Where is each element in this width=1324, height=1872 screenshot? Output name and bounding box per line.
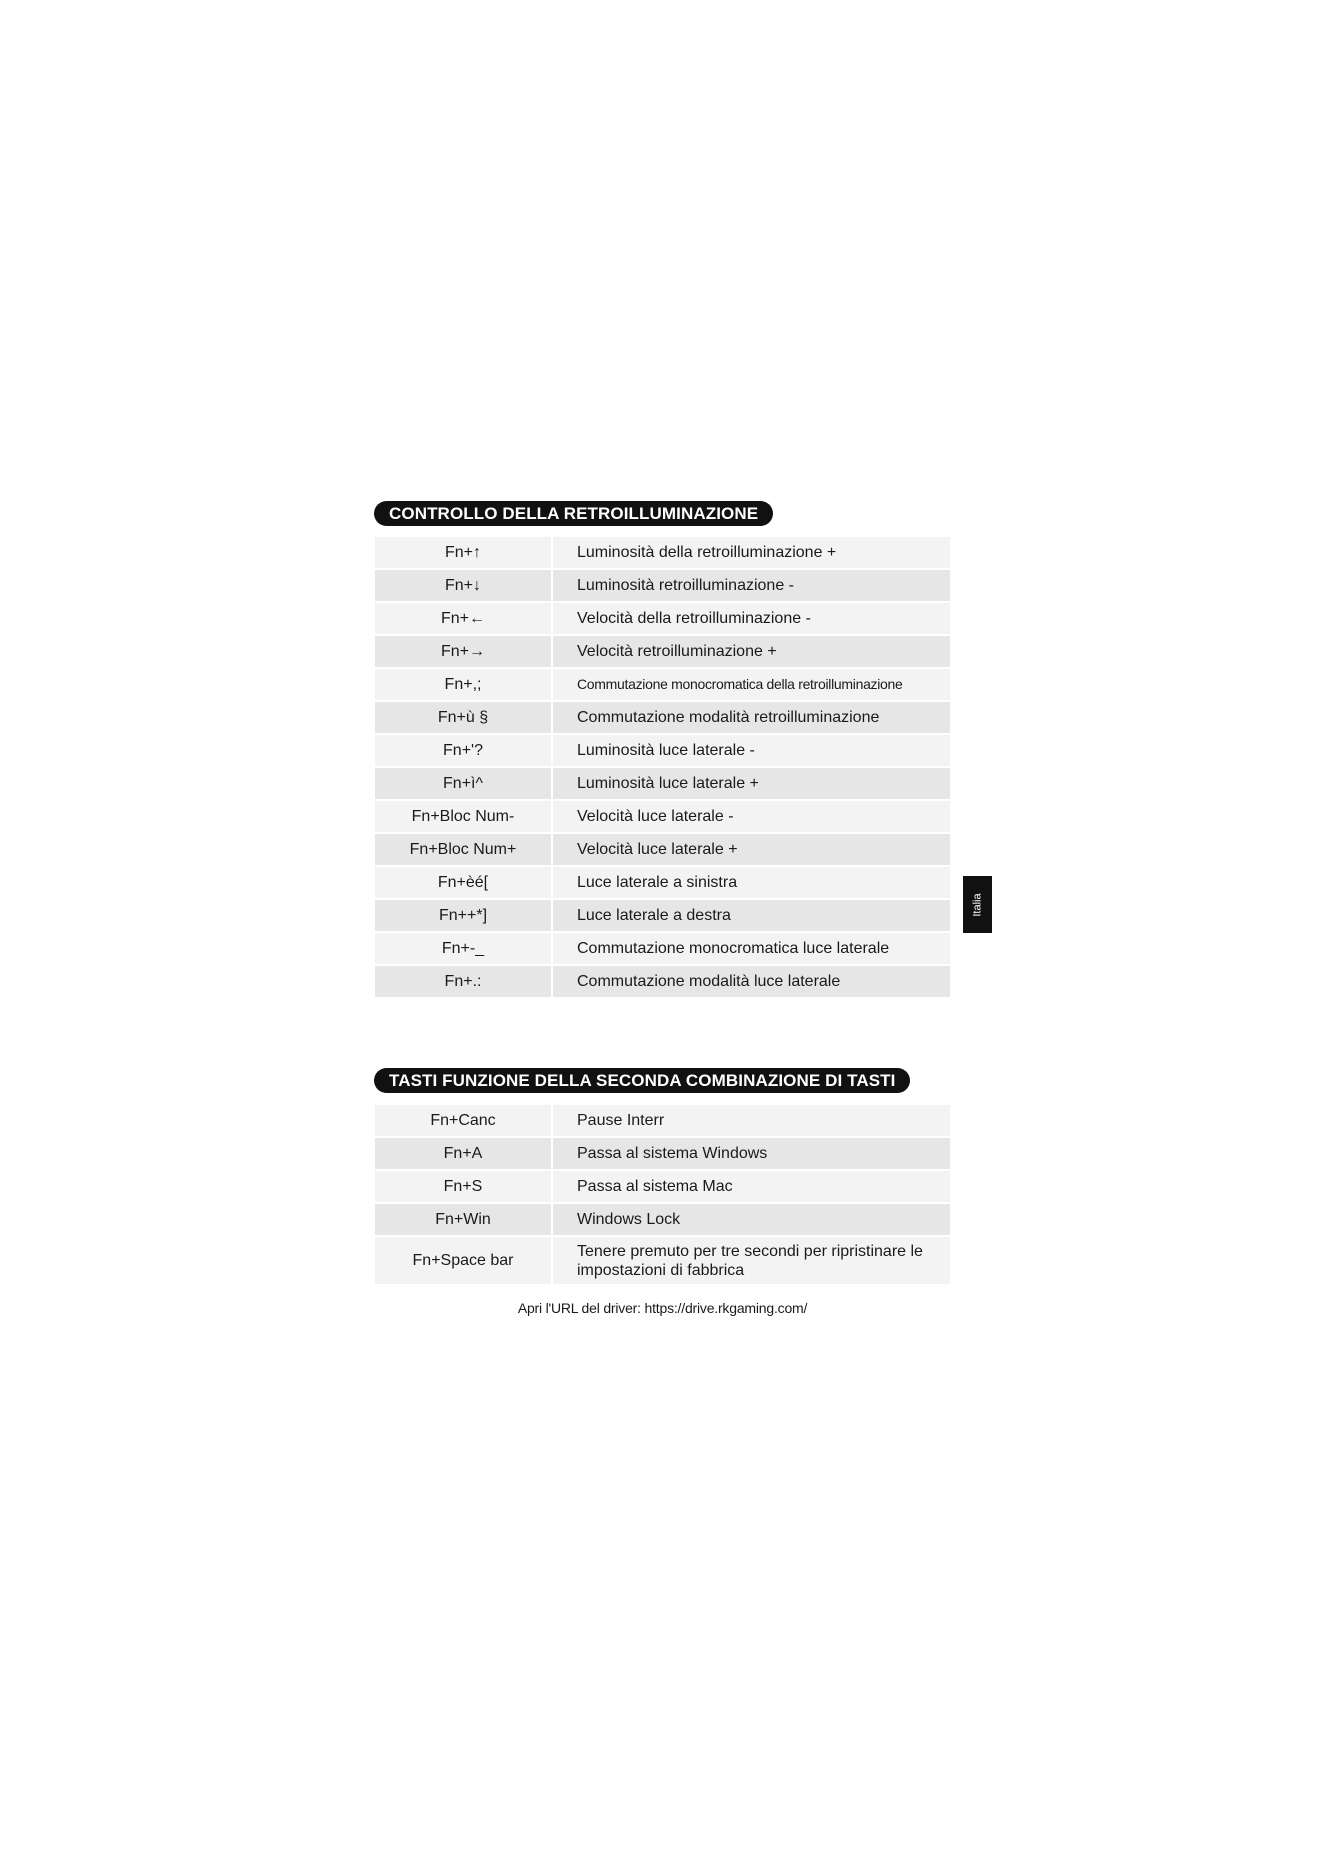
shortcut-description: Luminosità luce laterale +	[553, 768, 950, 799]
shortcut-key: Fn+.:	[375, 966, 551, 997]
shortcut-description: Commutazione monocromatica luce laterale	[553, 933, 950, 964]
shortcut-key: Fn+Bloc Num-	[375, 801, 551, 832]
shortcut-description: Passa al sistema Mac	[553, 1171, 950, 1202]
shortcut-description: Luminosità retroilluminazione -	[553, 570, 950, 601]
table-row	[375, 768, 950, 799]
shortcut-key: Fn+←	[375, 603, 551, 634]
shortcut-key: Fn+S	[375, 1171, 551, 1202]
shortcut-key: Fn+'?	[375, 735, 551, 766]
shortcut-key: Fn+ì^	[375, 768, 551, 799]
table-row	[375, 669, 950, 700]
shortcut-key: Fn+Win	[375, 1204, 551, 1235]
shortcut-key: Fn+Bloc Num+	[375, 834, 551, 865]
shortcut-key: Fn+,;	[375, 669, 551, 700]
table-row	[375, 933, 950, 964]
shortcut-description: Passa al sistema Windows	[553, 1138, 950, 1169]
shortcut-description: Luminosità della retroilluminazione +	[553, 537, 950, 568]
shortcut-key: Fn+↓	[375, 570, 551, 601]
table-row	[375, 1105, 950, 1136]
table-row	[375, 1138, 950, 1169]
shortcut-key: Fn+Canc	[375, 1105, 551, 1136]
function-keys-table	[375, 1105, 950, 1286]
shortcut-key: Fn+↑	[375, 537, 551, 568]
table-row	[375, 966, 950, 997]
shortcut-key: Fn+èé[	[375, 867, 551, 898]
shortcut-description: Windows Lock	[553, 1204, 950, 1235]
shortcut-description: Tenere premuto per tre secondi per ripristinare le impostazioni di fabbrica	[553, 1237, 950, 1284]
table-row	[375, 900, 950, 931]
table-row	[375, 603, 950, 634]
table-row	[375, 1204, 950, 1235]
table-row	[375, 636, 950, 667]
shortcut-description: Velocità della retroilluminazione -	[553, 603, 950, 634]
table-row	[375, 834, 950, 865]
shortcut-key: Fn+ù §	[375, 702, 551, 733]
shortcut-description: Luminosità luce laterale -	[553, 735, 950, 766]
table-row	[375, 537, 950, 568]
shortcut-key: Fn+A	[375, 1138, 551, 1169]
shortcut-description: Commutazione monocromatica della retroilluminazione	[553, 669, 950, 700]
backlight-table	[375, 537, 950, 999]
shortcut-description: Velocità retroilluminazione +	[553, 636, 950, 667]
table-row	[375, 570, 950, 601]
shortcut-description: Velocità luce laterale -	[553, 801, 950, 832]
shortcut-description: Luce laterale a sinistra	[553, 867, 950, 898]
table-row	[375, 867, 950, 898]
language-tab-label: Italia	[971, 892, 984, 917]
shortcut-key: Fn++*]	[375, 900, 551, 931]
shortcut-description: Luce laterale a destra	[553, 900, 950, 931]
table-row	[375, 801, 950, 832]
shortcut-key: Fn+Space bar	[375, 1237, 551, 1284]
shortcut-description: Commutazione modalità luce laterale	[553, 966, 950, 997]
shortcut-description: Velocità luce laterale +	[553, 834, 950, 865]
driver-url-text: Apri l'URL del driver: https://drive.rkgaming.com/	[517, 1300, 808, 1316]
shortcut-description: Pause Interr	[553, 1105, 950, 1136]
shortcut-key: Fn+→	[375, 636, 551, 667]
section-title-function-keys: TASTI FUNZIONE DELLA SECONDA COMBINAZIONE DI TASTI	[374, 1068, 910, 1093]
table-row	[375, 702, 950, 733]
table-row	[375, 1237, 950, 1284]
language-tab	[963, 876, 992, 933]
table-row	[375, 1171, 950, 1202]
shortcut-description: Commutazione modalità retroilluminazione	[553, 702, 950, 733]
table-row	[375, 735, 950, 766]
section-title-backlight: CONTROLLO DELLA RETROILLUMINAZIONE	[374, 501, 773, 526]
shortcut-key: Fn+-_	[375, 933, 551, 964]
